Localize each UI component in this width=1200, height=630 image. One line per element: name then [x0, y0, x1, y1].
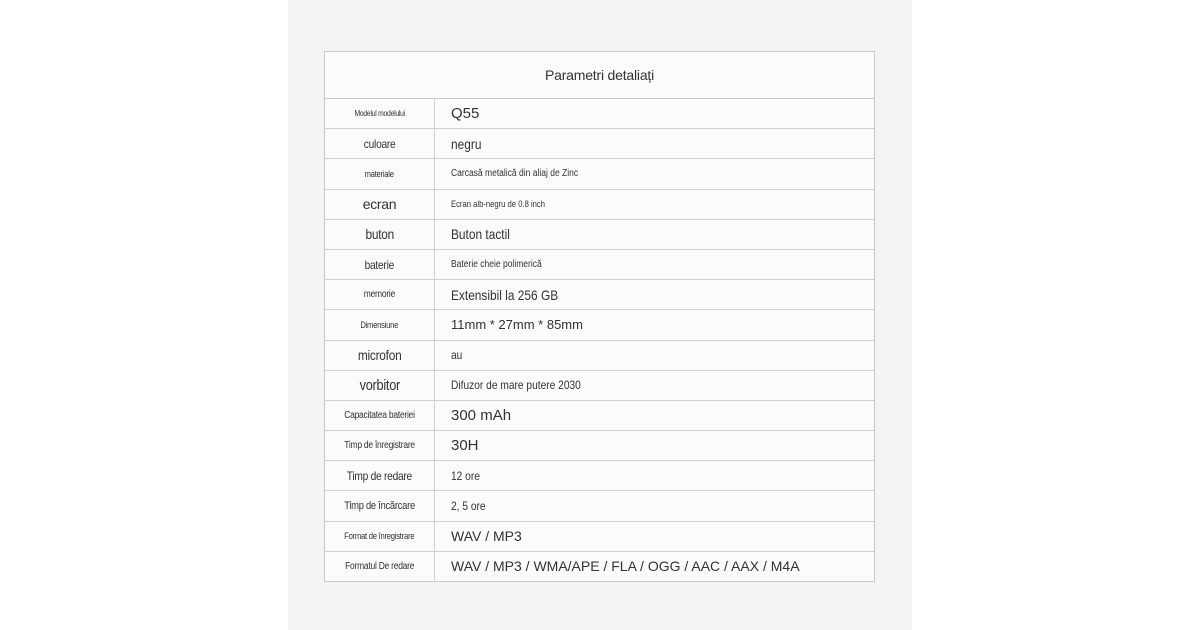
row-value: 30H — [451, 437, 479, 455]
row-value: 12 ore — [451, 468, 480, 483]
row-label: Dimensiune — [360, 319, 399, 330]
row-value: 2, 5 ore — [451, 499, 486, 514]
table-row — [325, 491, 874, 521]
row-label: Capacitatea bateriei — [344, 409, 415, 421]
row-value: Baterie cheie polimerică — [451, 259, 542, 271]
row-label: baterie — [364, 257, 395, 272]
table-row — [325, 250, 874, 280]
row-value: 300 mAh — [451, 406, 512, 424]
row-value: WAV / MP3 / WMA/APE / FLA / OGG / AAC / AAX / M4A — [451, 558, 800, 575]
row-label: microfon — [357, 347, 402, 364]
table-row — [325, 159, 874, 189]
row-value: Extensibil la 256 GB — [451, 286, 559, 303]
row-label: culoare — [363, 136, 396, 151]
row-value: Ecran alb-negru de 0.8 inch — [451, 199, 545, 210]
table-row — [325, 129, 874, 159]
table-row — [325, 552, 874, 581]
row-value: Carcasă metalică din aliaj de Zinc — [451, 168, 579, 180]
row-label: Timp de încărcare — [344, 500, 415, 513]
row-value: negru — [451, 135, 482, 152]
table-row — [325, 190, 874, 220]
row-value: WAV / MP3 — [451, 528, 522, 545]
row-label: Timp de înregistrare — [344, 440, 415, 452]
table-row — [325, 522, 874, 552]
row-value: 11mm * 27mm * 85mm — [451, 317, 583, 333]
table-row — [325, 341, 874, 371]
table-row — [325, 220, 874, 250]
table-row — [325, 371, 874, 401]
table-title: Parametri detaliați — [325, 52, 874, 99]
spec-table — [324, 51, 875, 582]
row-value: Q55 — [451, 105, 480, 123]
table-row — [325, 99, 874, 129]
row-label: ecran — [325, 190, 435, 219]
row-value: au — [451, 348, 463, 363]
row-label: Formatul De redare — [344, 560, 415, 572]
table-row — [325, 431, 874, 461]
row-value: Buton tactil — [451, 226, 510, 243]
row-label: Format de înregistrare — [344, 531, 415, 542]
table-row — [325, 461, 874, 491]
table-row — [325, 401, 874, 431]
row-label: Modelul modelului — [354, 109, 405, 119]
row-label: memorie — [363, 289, 396, 301]
row-label: Timp de redare — [346, 468, 413, 483]
table-row — [325, 280, 874, 310]
row-label: materiale — [364, 168, 395, 179]
row-label: vorbitor — [359, 376, 400, 394]
table-row — [325, 310, 874, 340]
row-value: Difuzor de mare putere 2030 — [451, 378, 581, 393]
row-label: buton — [365, 226, 394, 243]
